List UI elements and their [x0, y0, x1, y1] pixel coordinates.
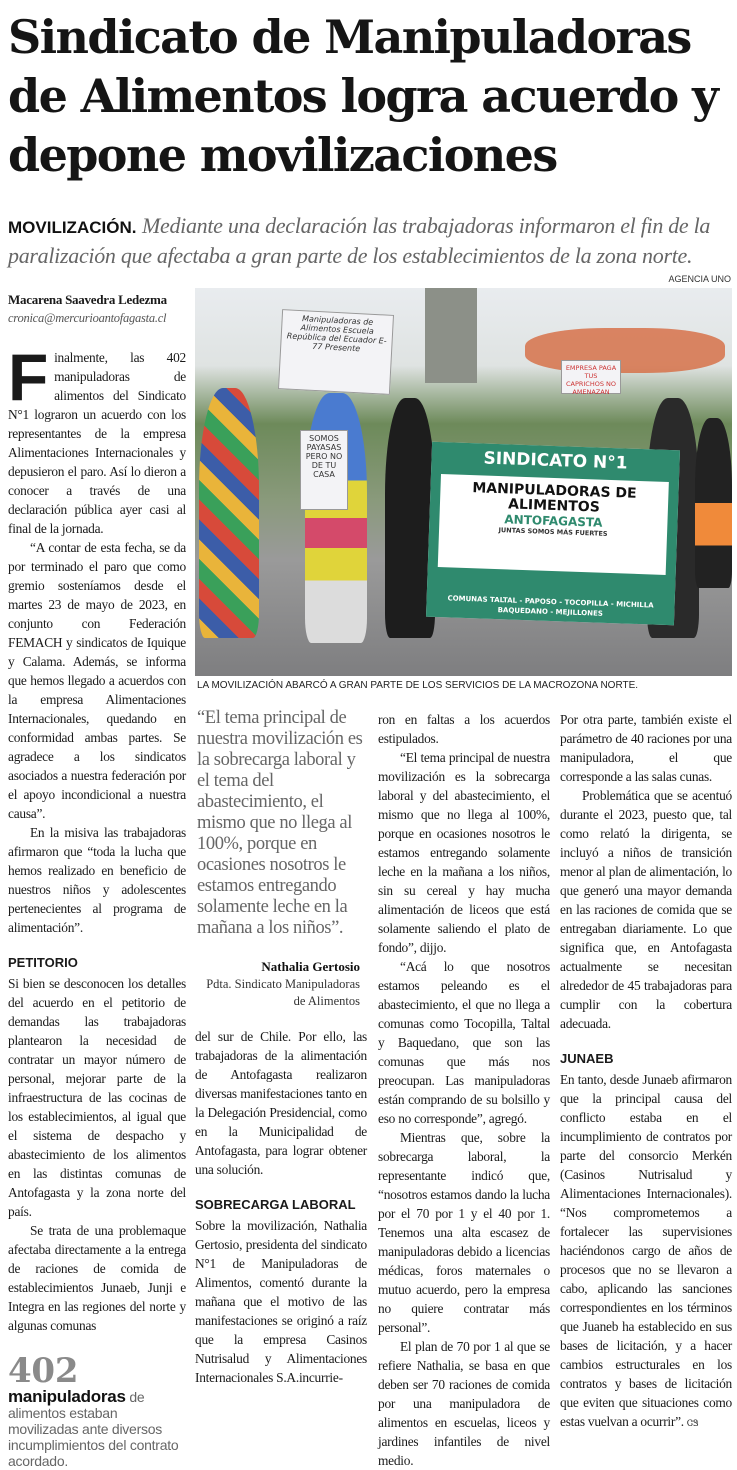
lead — [8, 212, 733, 270]
fact-box — [8, 1389, 186, 1469]
banner-motto: JUNTAS SOMOS MÁS FUERTES — [498, 526, 608, 538]
quote-role: Pdta. Sindicato Manipuladoras de Alimentos — [206, 977, 360, 1008]
pull-quote: “El tema principal de nuestra movilización es la sobrecarga laboral y el tema del abastecimiento, el mismo que no llega al 100%, porque en ocasiones nosotros le estamos entregando solamente leche en la mañana a los niños”. — [197, 708, 363, 938]
protest-photo — [195, 288, 732, 676]
drop-cap: F — [8, 340, 49, 414]
paragraph: Problemática que se acentuó durante el 2023, puesto que, tal como relató la dirigenta, se incluyó a niños de transición menor al plan de alimentación, lo que generó una mayor demanda en las raciones de comida que se entregaban diariamente. Lo que significa que, en Antofagasta actualmente se necesitan alrededor de 45 trabajadoras para cumplir con la cobertura adecuada. — [560, 788, 732, 1031]
pull-quote-attribution — [197, 958, 360, 1010]
protest-sign-empresa: EMPRESA PAGA TUS CAPRICHOS NO AMENAZAN — [561, 360, 621, 394]
column-3 — [378, 710, 550, 1470]
paragraph: En la misiva las trabajadoras afirmaron que “toda la lucha que hemos realizado en beneficio de nuestros niños y adolescentes pertenecientes al programa de alimentación”. — [8, 825, 186, 935]
fact-text: de alimentos estaban movilizadas ante diversos incumplimientos del contrato acordado. — [8, 1389, 179, 1469]
paragraph: “A contar de esta fecha, se da por terminado el paro que como gremio sosteníamos desde el martes 23 de mayo de 2023, en conjunto con Federación FEMACH y sindicatos de Iquique y Calama. Además, se informa que hemos llegado a acuerdos con la empresa Alimentaciones Internacionales, quedando en conformidad ambas partes. Se agradece a los sindicatos asociados a nuestra federación por el apoyo incondicional a nuestra causa”. — [8, 540, 186, 821]
byline-author: Macarena Saavedra Ledezma — [8, 292, 167, 307]
subheading-junaeb: JUNAEB — [560, 1051, 614, 1066]
photo-credit: AGENCIA UNO — [668, 274, 731, 284]
flowering-trees — [525, 328, 725, 373]
column-2 — [195, 1027, 367, 1387]
person-orange — [695, 418, 732, 588]
paragraph: “Acá lo que nosotros estamos peleando es el abastecimiento, el que no llega a comunas como Tocopilla, Taltal y Baquedano, que son las comunas que más nos preocupan. Las manipuladoras están comprando de su bolsillo y eso no corresponde”, agregó. — [378, 959, 550, 1126]
quote-author: Nathalia Gertosio — [261, 959, 360, 974]
protest-sign-payasas: SOMOS PAYASAS PERO NO DE TU CASA — [300, 430, 348, 510]
paragraph-text: inalmente, las 402 manipuladoras de alimentos del Sindicato N°1 lograron un acuerdo con los representantes de la empresa Alimentaciones Internacionales y depusieron el paro. Así lo dieron a conocer a través de una declaración pública ayer casi al final de la jornada. — [8, 350, 186, 536]
lead-text: Mediante una declaración las trabajadoras informaron el fin de la paralización que afectaba a gran parte de los establecimientos de la zona norte. — [8, 213, 711, 268]
photo-caption: LA MOVILIZACIÓN ABARCÓ A GRAN PARTE DE LOS SERVICIOS DE LA MACROZONA NORTE. — [197, 680, 639, 691]
subheading-sobrecarga: SOBRECARGA LABORAL — [195, 1197, 356, 1212]
paragraph: del sur de Chile. Por ello, las trabajadoras de la alimentación de Antofagasta realizaron diversas manifestaciones tanto en la Delegación Presidencial, como en la Municipalidad de Antofagasta, para lograr obtener una solución. — [195, 1029, 367, 1177]
paragraph: Si bien se desconocen los detalles del acuerdo en el petitorio de demandas las trabajadoras plantearon la necesidad de contratar un mayor número de personal, mejorar parte de la infraestructura de las cocinas de los establecimientos, al igual que el sistema de despacho y abastecimiento de los alimentos en las distintas comunas de Antofagasta y la zona norte del país. — [8, 976, 186, 1219]
protest-sign-school: Manipuladoras de Alimentos Escuela República del Ecuador E-77 Presente — [278, 309, 394, 395]
paragraph: ron en faltas a los acuerdos estipulados. — [378, 712, 550, 746]
banner-title: SINDICATO N°1 — [483, 448, 628, 474]
paragraph: Se trata de una problemaque afectaba directamente a la entrega de raciones de comida de establecimientos Junaeb, Junji e Integra en las regiones del norte y algunas comunas — [8, 1223, 186, 1333]
union-banner — [426, 442, 680, 626]
fact-number: 402 — [8, 1351, 79, 1391]
paragraph: Por otra parte, también existe el parámetro de 40 raciones por una manipuladora, el que corresponde a las salas cunas. — [560, 712, 732, 784]
paragraph — [560, 1070, 732, 1434]
paragraph: El plan de 70 por 1 al que se refiere Nathalia, se basa en que deben ser 70 raciones de comida por una manipuladora de alimentos en escuelas, liceos y jardines infantiles de nivel medio. — [378, 1339, 550, 1468]
byline-email[interactable]: cronica@mercurioantofagasta.cl — [8, 311, 167, 325]
banner-communes: COMUNAS TALTAL - PAPOSO - TOCOPILLA - MICHILLA BAQUEDANO - MEJILLONES — [447, 594, 654, 618]
headline: Sindicato de Manipuladoras de Alimentos logra acuerdo y depone movilizaciones — [8, 10, 718, 182]
banner-city: ANTOFAGASTA — [504, 512, 603, 530]
paragraph-text: En tanto, desde Junaeb afirmaron que la principal causa del conflicto estaba en el incumplimiento de contratos por parte del consorcio Merkén (Casinos Nutrisalud y Alimentaciones Internacionales). “Nos comprometemos a fortalecer las supervisiones haciéndonos cargo de años de procesos que no se llevaron a cabo, aplicando las sanciones correspondientes en los términos que Juaneb ha establecido en sus bases de licitación, y a hacer cambios estructurales en los contratos y bases de licitación que eviten que situaciones como estas vuelvan a ocurrir”. — [560, 1072, 732, 1429]
lead-kicker: MOVILIZACIÓN. — [8, 218, 137, 237]
paragraph: “El tema principal de nuestra movilización es la sobrecarga laboral y del abastecimiento, el mismo que no llega al 100%, porque en ocasiones nosotros le estamos entregando solamente leche en la mañana a los niños, sin su cereal y hay mucha alimentación de liceos que está solamente saliendo el plato de fondo”, dijjo. — [378, 750, 550, 955]
column-4 — [560, 710, 732, 1434]
banner-main: MANIPULADORAS DE ALIMENTOS — [472, 480, 637, 516]
end-mark-icon: ᏣᏕ — [687, 1419, 699, 1429]
fact-bold: manipuladoras — [8, 1387, 126, 1406]
paragraph: Sobre la movilización, Nathalia Gertosio, presidenta del sindicato N°1 de Manipuladoras de Alimentos, comentó durante la mañana que el motivo de las manifestaciones se originó a raíz que la empresa Casinos Nutrisalud y Alimentaciones Internacionales S.A.incurrie- — [195, 1218, 367, 1385]
paragraph: Mientras que, sobre la sobrecarga laboral, la representante indicó que, “nosotros estamos dando la lucha por el 70 por 1 y el 40 por 1. Tenemos una alta escasez de manipuladoras debido a licencias médicas, foros maternales o mutuo acuerdo, pero la empresa no quiere contratar más personal”. — [378, 1130, 550, 1335]
column-1 — [8, 290, 186, 1469]
clown-person — [199, 388, 259, 638]
clock-tower — [425, 288, 477, 383]
subheading-petitorio: PETITORIO — [8, 955, 78, 970]
paragraph — [8, 340, 186, 538]
